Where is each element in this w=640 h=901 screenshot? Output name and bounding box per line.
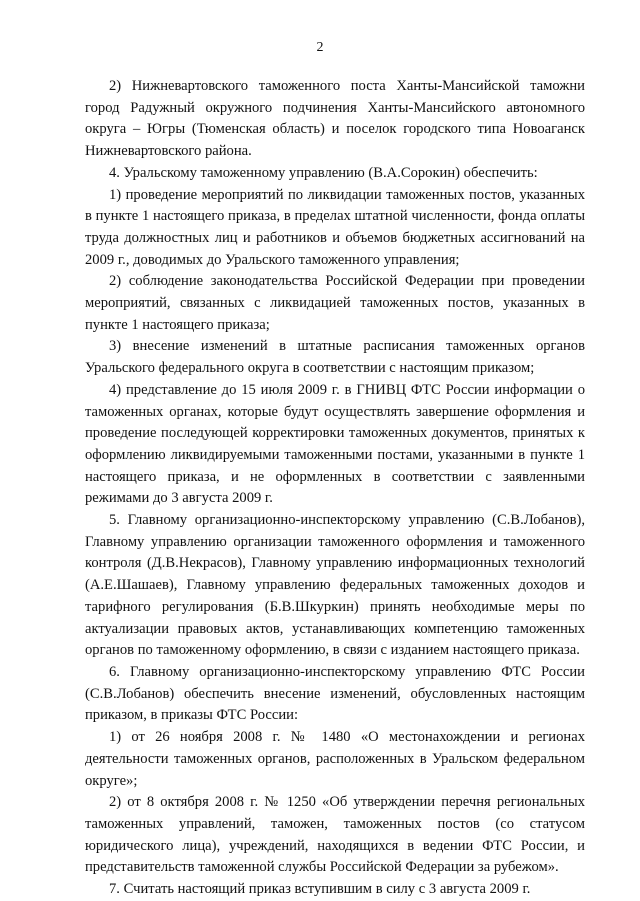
paragraph-section-6: 6. Главному организационно-инспекторскому управлению ФТС России (С.В.Лобанов) обеспечить внесение изменений, обусловленных настоящим приказом, в приказы ФТС России: [85,663,585,724]
paragraph-section-6-item-2: 2) от 8 октября 2008 г. № 1250 «Об утверждении перечня региональных таможенных управлений, таможен, таможенных постов (со статусом юридического лица), учреждений, находящихся в ведении ФТС России, и представительств таможенной службы Российской Федерации за рубежом». [85,794,585,876]
page-number: 2 [316,40,324,55]
paragraph-section-4-item-4: 4) представление до 15 июля 2009 г. в ГНИВЦ ФТС России информации о таможенных органах, которые будут осуществлять завершение оформления и проведение последующей корректировки таможенных документов, принятых к оформлению ликвидируемыми таможенными постами, указанными в пункте 1 настоящего приказа, и не оформленных в соответствии с заявленными режимами до 3 августа 2009 г. [85,381,585,507]
paragraph-section-4-item-3: 3) внесение изменений в штатные расписания таможенных органов Уральского федерального округа в соответствии с настоящим приказом; [85,338,585,377]
paragraph-section-6-item-1: 1) от 26 ноября 2008 г. № 1480 «О местонахождении и регионах деятельности таможенных органов, расположенных в Уральском федеральном округе»; [85,729,585,789]
paragraph-section-4: 4. Уральскому таможенному управлению (В.А.Сорокин) обеспечить: [109,164,538,181]
paragraph-section-4-item-1: 1) проведение мероприятий по ликвидации таможенных постов, указанных в пункте 1 настоящего приказа, в пределах штатной численности, фонда оплаты труда должностных лиц и работников и объемов бюджетных ассигнований на 2009 г., доводимых до Уральского таможенного управления; [85,186,585,268]
document-body [85,76,585,901]
paragraph-item-2-nizhnevartovsk: 2) Нижневартовского таможенного поста Ханты-Мансийской таможни город Радужный окружного подчинения Ханты-Мансийского автономного округа – Югры (Тюменская область) и поселок городского типа Новоаганск Нижневартовского района. [85,78,585,160]
paragraph-section-7: 7. Считать настоящий приказ вступившим в силу с 3 августа 2009 г. [109,881,531,898]
paragraph-section-5: 5. Главному организационно-инспекторскому управлению (С.В.Лобанов), Главному управлению организации таможенного оформления и таможенного контроля (Д.В.Некрасов), Главному управлению информационных технологий (А.Е.Шашаев), Главному управлению федеральных таможенных доходов и тарифного регулирования (Б.В.Шкуркин) принять необходимые меры по актуализации правовых актов, устанавливающих компетенцию таможенных органов по таможенному оформлению, в связи с изданием настоящего приказа. [85,512,585,659]
paragraph-section-4-item-2: 2) соблюдение законодательства Российской Федерации при проведении мероприятий, связанных с ликвидацией таможенных постов, указанных в пункте 1 настоящего приказа; [85,273,585,333]
